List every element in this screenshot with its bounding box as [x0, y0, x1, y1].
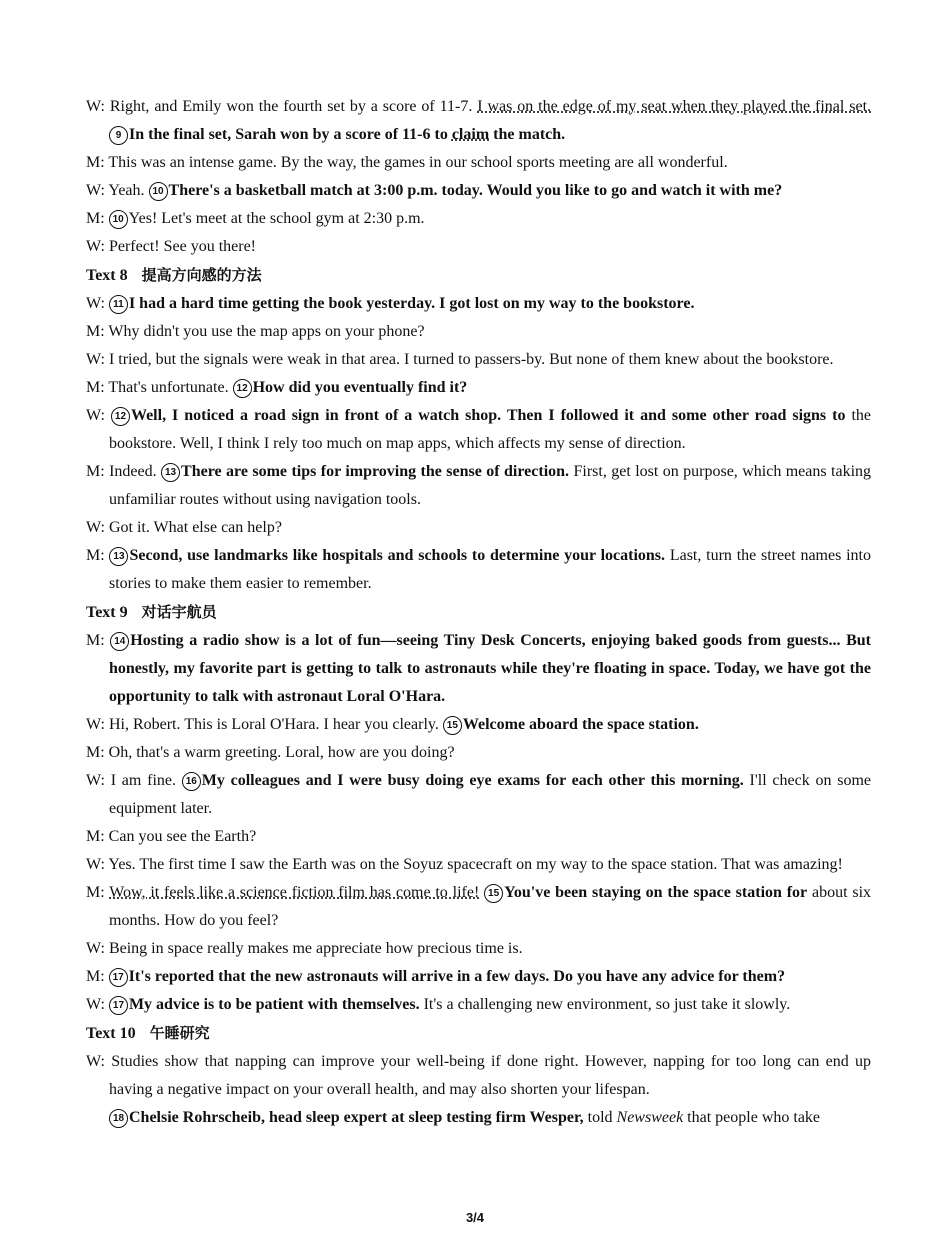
speaker: M:: [86, 547, 105, 564]
question-number: 9: [109, 126, 128, 145]
dialogue-line: W: Perfect! See you there!: [86, 238, 256, 255]
question-number: 12: [233, 379, 252, 398]
question-number: 13: [161, 463, 180, 482]
page-number: 3/4: [465, 1210, 485, 1225]
dialogue-line: M: Wow, it feels like a science fiction film has come to life! 15 You've been staying on the space station for about six months. How do you feel?: [86, 884, 872, 929]
underlined-phrase: I was on the edge of my seat when they played the final set.: [477, 98, 872, 115]
dialogue-line: M: Why didn't you use the map apps on your phone?: [86, 323, 425, 340]
section-heading: Text 10 午睡研究: [86, 1024, 210, 1042]
question-number: 14: [110, 632, 129, 651]
question-number: 16: [182, 772, 201, 791]
dialogue-line: M: Oh, that's a warm greeting. Loral, how are you doing?: [86, 744, 455, 761]
dialogue-line: W: 12 Well, I noticed a road sign in front of a watch shop. Then I followed it and some other road signs to the bookstore. Well, I think I rely too much on map apps, which affects my sense of direction.: [86, 407, 872, 452]
speaker: M:: [86, 968, 105, 985]
speaker: W:: [86, 940, 105, 957]
speaker: W:: [86, 295, 105, 312]
speaker: M:: [86, 323, 105, 340]
speaker: M:: [86, 154, 105, 171]
question-number: 17: [109, 968, 128, 987]
dialogue-line: W: Being in space really makes me appreciate how precious time is.: [86, 940, 523, 957]
dialogue-line: W: Studies show that napping can improve your well-being if done right. However, napping for too long can end up having a negative impact on your overall health, and may also shorten your lifespan.: [86, 1053, 872, 1098]
speaker: W:: [86, 519, 105, 536]
speaker: M:: [86, 884, 105, 901]
speaker: M:: [86, 463, 105, 480]
speaker: W:: [86, 238, 105, 255]
dialogue-line: W: Hi, Robert. This is Loral O'Hara. I hear you clearly. 15 Welcome aboard the space station.: [86, 716, 699, 733]
dialogue-line: M: This was an intense game. By the way, the games in our school sports meeting are all wonderful.: [86, 154, 728, 171]
dialogue-line: W: 11 I had a hard time getting the book yesterday. I got lost on my way to the bookstore.: [86, 295, 695, 312]
speaker: W:: [86, 772, 105, 789]
dialogue-line: W: I tried, but the signals were weak in that area. I turned to passers-by. But none of them knew about the bookstore.: [86, 351, 834, 368]
speaker: M:: [86, 632, 105, 649]
dialogue-line: W: Yeah. 10 There's a basketball match at 3:00 p.m. today. Would you like to go and watch it with me?: [86, 182, 783, 199]
underlined-word: claim: [451, 126, 490, 143]
speaker: M:: [86, 744, 105, 761]
dialogue-line: M: 17 It's reported that the new astronauts will arrive in a few days. Do you have any advice for them?: [86, 968, 786, 985]
speaker: M:: [86, 828, 105, 845]
speaker: M:: [86, 379, 105, 396]
dialogue-line: M: That's unfortunate. 12 How did you eventually find it?: [86, 379, 468, 396]
dialogue-line: M: Can you see the Earth?: [86, 828, 257, 845]
dialogue-continuation: 18 Chelsie Rohrscheib, head sleep expert at sleep testing firm Wesper, told Newsweek that people who take: [86, 1104, 871, 1132]
question-number: 12: [111, 407, 130, 426]
section-heading: Text 8 提高方向感的方法: [86, 266, 262, 284]
speaker: W:: [86, 351, 105, 368]
speaker: W:: [86, 407, 105, 424]
speaker: W:: [86, 996, 105, 1013]
speaker: W:: [86, 182, 105, 199]
question-number: 10: [109, 210, 128, 229]
dialogue-line: M: 14 Hosting a radio show is a lot of fun—seeing Tiny Desk Concerts, enjoying baked goods from guests... But honestly, my favorite part is getting to talk to astronauts while they're floating in space. Today, we have got the opportunity to talk with astronaut Loral O'Hara.: [86, 632, 872, 705]
dialogue-line: W: I am fine. 16 My colleagues and I were busy doing eye exams for each other this morning. I'll check on some equipment later.: [86, 772, 872, 817]
dialogue-line: W: Right, and Emily won the fourth set by a score of 11-7. I was on the edge of my seat when they played the final set. 9 In the final set, Sarah won by a score of 11-6 to claim the match.: [86, 98, 872, 143]
question-number: 18: [109, 1109, 128, 1128]
question-number: 15: [484, 884, 503, 903]
dialogue-line: M: 10 Yes! Let's meet at the school gym at 2:30 p.m.: [86, 210, 425, 227]
speaker: W:: [86, 856, 105, 873]
document-body: [86, 93, 871, 1132]
speaker: M:: [86, 210, 105, 227]
dialogue-line: W: Got it. What else can help?: [86, 519, 282, 536]
question-number: 11: [109, 295, 128, 314]
dialogue-line: M: Indeed. 13 There are some tips for improving the sense of direction. First, get lost on purpose, which means taking unfamiliar routes without using navigation tools.: [86, 463, 872, 508]
question-number: 13: [109, 547, 128, 566]
question-number: 17: [109, 996, 128, 1015]
section-heading: Text 9 对话宇航员: [86, 603, 217, 621]
question-number: 10: [149, 182, 168, 201]
dialogue-line: M: 13 Second, use landmarks like hospitals and schools to determine your locations. Last, turn the street names into stories to make them easier to remember.: [86, 547, 871, 592]
dialogue-line: W: Yes. The first time I saw the Earth was on the Soyuz spacecraft on my way to the space station. That was amazing!: [86, 856, 843, 873]
underlined-phrase: Wow, it feels like a science fiction film has come to life!: [109, 884, 480, 901]
question-number: 15: [443, 716, 462, 735]
speaker: W:: [86, 1053, 105, 1070]
speaker: W:: [86, 98, 105, 115]
dialogue-line: W: 17 My advice is to be patient with themselves. It's a challenging new environment, so just take it slowly.: [86, 996, 791, 1013]
speaker: W:: [86, 716, 105, 733]
